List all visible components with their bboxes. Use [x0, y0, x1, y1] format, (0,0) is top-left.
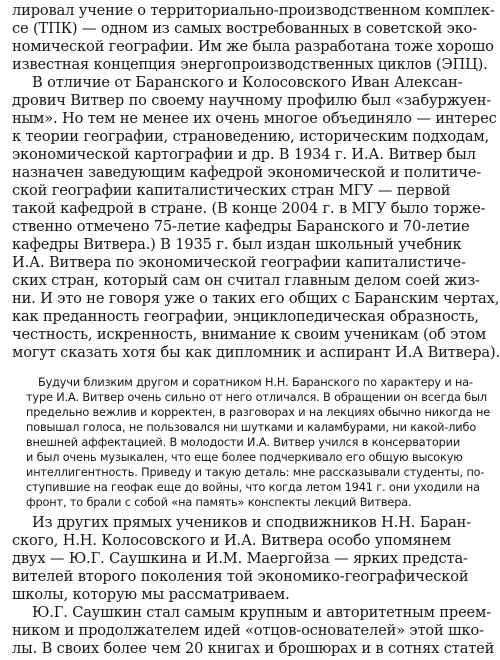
text-line: кафедры Витвера.) В 1935 г. был издан школьный учебник: [12, 236, 462, 253]
text-line: лировал учение о территориально-производственном комплек-: [12, 2, 495, 19]
text-line: экономической картографии и др. В 1934 г. И.А. Витвер был: [12, 146, 476, 163]
note-line: предельно вежлив и корректен, в разговорах и на лекциях обычно никогда не: [26, 406, 491, 419]
text-line: известная концепция энергопроизводственных циклов (ЭПЦ).: [12, 56, 488, 73]
note-line: ступившие на геофак еще до войны, что когда летом 1941 г. они уходили на: [26, 481, 480, 494]
note-line: туре И.А. Витвер очень сильно от него отличался. В обращении он всегда был: [26, 391, 487, 404]
text-line: ской географии капиталистических стран МГУ — первой: [12, 182, 451, 199]
note-line: фронт, то брали с собой «на память» конспекты лекций Витвера.: [26, 496, 412, 509]
text-line: В отличие от Баранского и Колосовского Иван Алексан-: [32, 74, 463, 91]
text-line: вителей второго поколения той экономико-географической: [12, 568, 469, 585]
text-line: Из других прямых учеников и сподвижников Н.Н. Баран-: [32, 514, 471, 531]
text-line: ником и продолжателем идей «отцов-основателей» этой шко-: [12, 622, 484, 639]
text-line: школы, которую мы рассматриваем.: [12, 586, 290, 603]
text-line: назначен заведующим кафедрой экономической и политиче-: [12, 164, 482, 181]
text-line: к теории географии, страноведению, историческим подходам,: [12, 128, 490, 145]
text-line: ни. И это не говоря уже о таких его общих с Баранским чертах,: [12, 290, 500, 307]
text-line: как преданность географии, энциклопедическая образность,: [12, 308, 479, 325]
text-line: се (ТПК) — одном из самых востребованных в советской эко-: [12, 20, 478, 37]
note-line: интеллигентность. Приведу и такую деталь: мне рассказывали студенты, по-: [26, 466, 485, 479]
text-line: дрович Витвер по своему научному профилю был «забуржуен-: [12, 92, 492, 109]
text-line: ным». Но тем не менее их очень многое объединяло — интерес: [12, 110, 497, 127]
text-line: Ю.Г. Саушкин стал самым крупным и авторитетным преем-: [32, 604, 492, 621]
text-line: ского, Н.Н. Колосовского и И.А. Витвера особо упомянем: [12, 532, 451, 549]
note-line: повышал голоса, не пользовался ни шутками и каламбурами, ни какой-либо: [26, 421, 477, 434]
text-line: честность, искренность, внимание к своим ученикам (об этом: [12, 326, 487, 343]
text-line: двух — Ю.Г. Саушкина и И.М. Маергойза — ярких предста-: [12, 550, 468, 567]
text-line: лы. В своих более чем 20 книгах и брошюрах и в сотнях статей: [12, 640, 495, 657]
note-line: внешней аффектацией. В молодости И.А. Витвер учился в консерватории: [26, 436, 461, 449]
text-line: могут сказать хотя бы как дипломник и аспирант И.А Витвера).: [12, 344, 500, 361]
text-line: ственно отмечено 75-летие кафедры Баранского и 70-летие: [12, 218, 470, 235]
text-line: И.А. Витвера по экономической географии капиталистиче-: [12, 254, 466, 271]
text-line: ских стран, который сам он считал главным делом соей жиз-: [12, 272, 480, 289]
text-line: номической географии. Им же была разработана тоже хорошо: [12, 38, 494, 55]
note-line: и был очень музыкален, что еще более подчеркивало его общую высокую: [26, 451, 463, 464]
text-line: такой кафедрой в стране. (В конце 2004 г. в МГУ было торже-: [12, 200, 486, 217]
note-line: Будучи близким другом и соратником Н.Н. Баранского по характеру и на-: [38, 376, 473, 389]
